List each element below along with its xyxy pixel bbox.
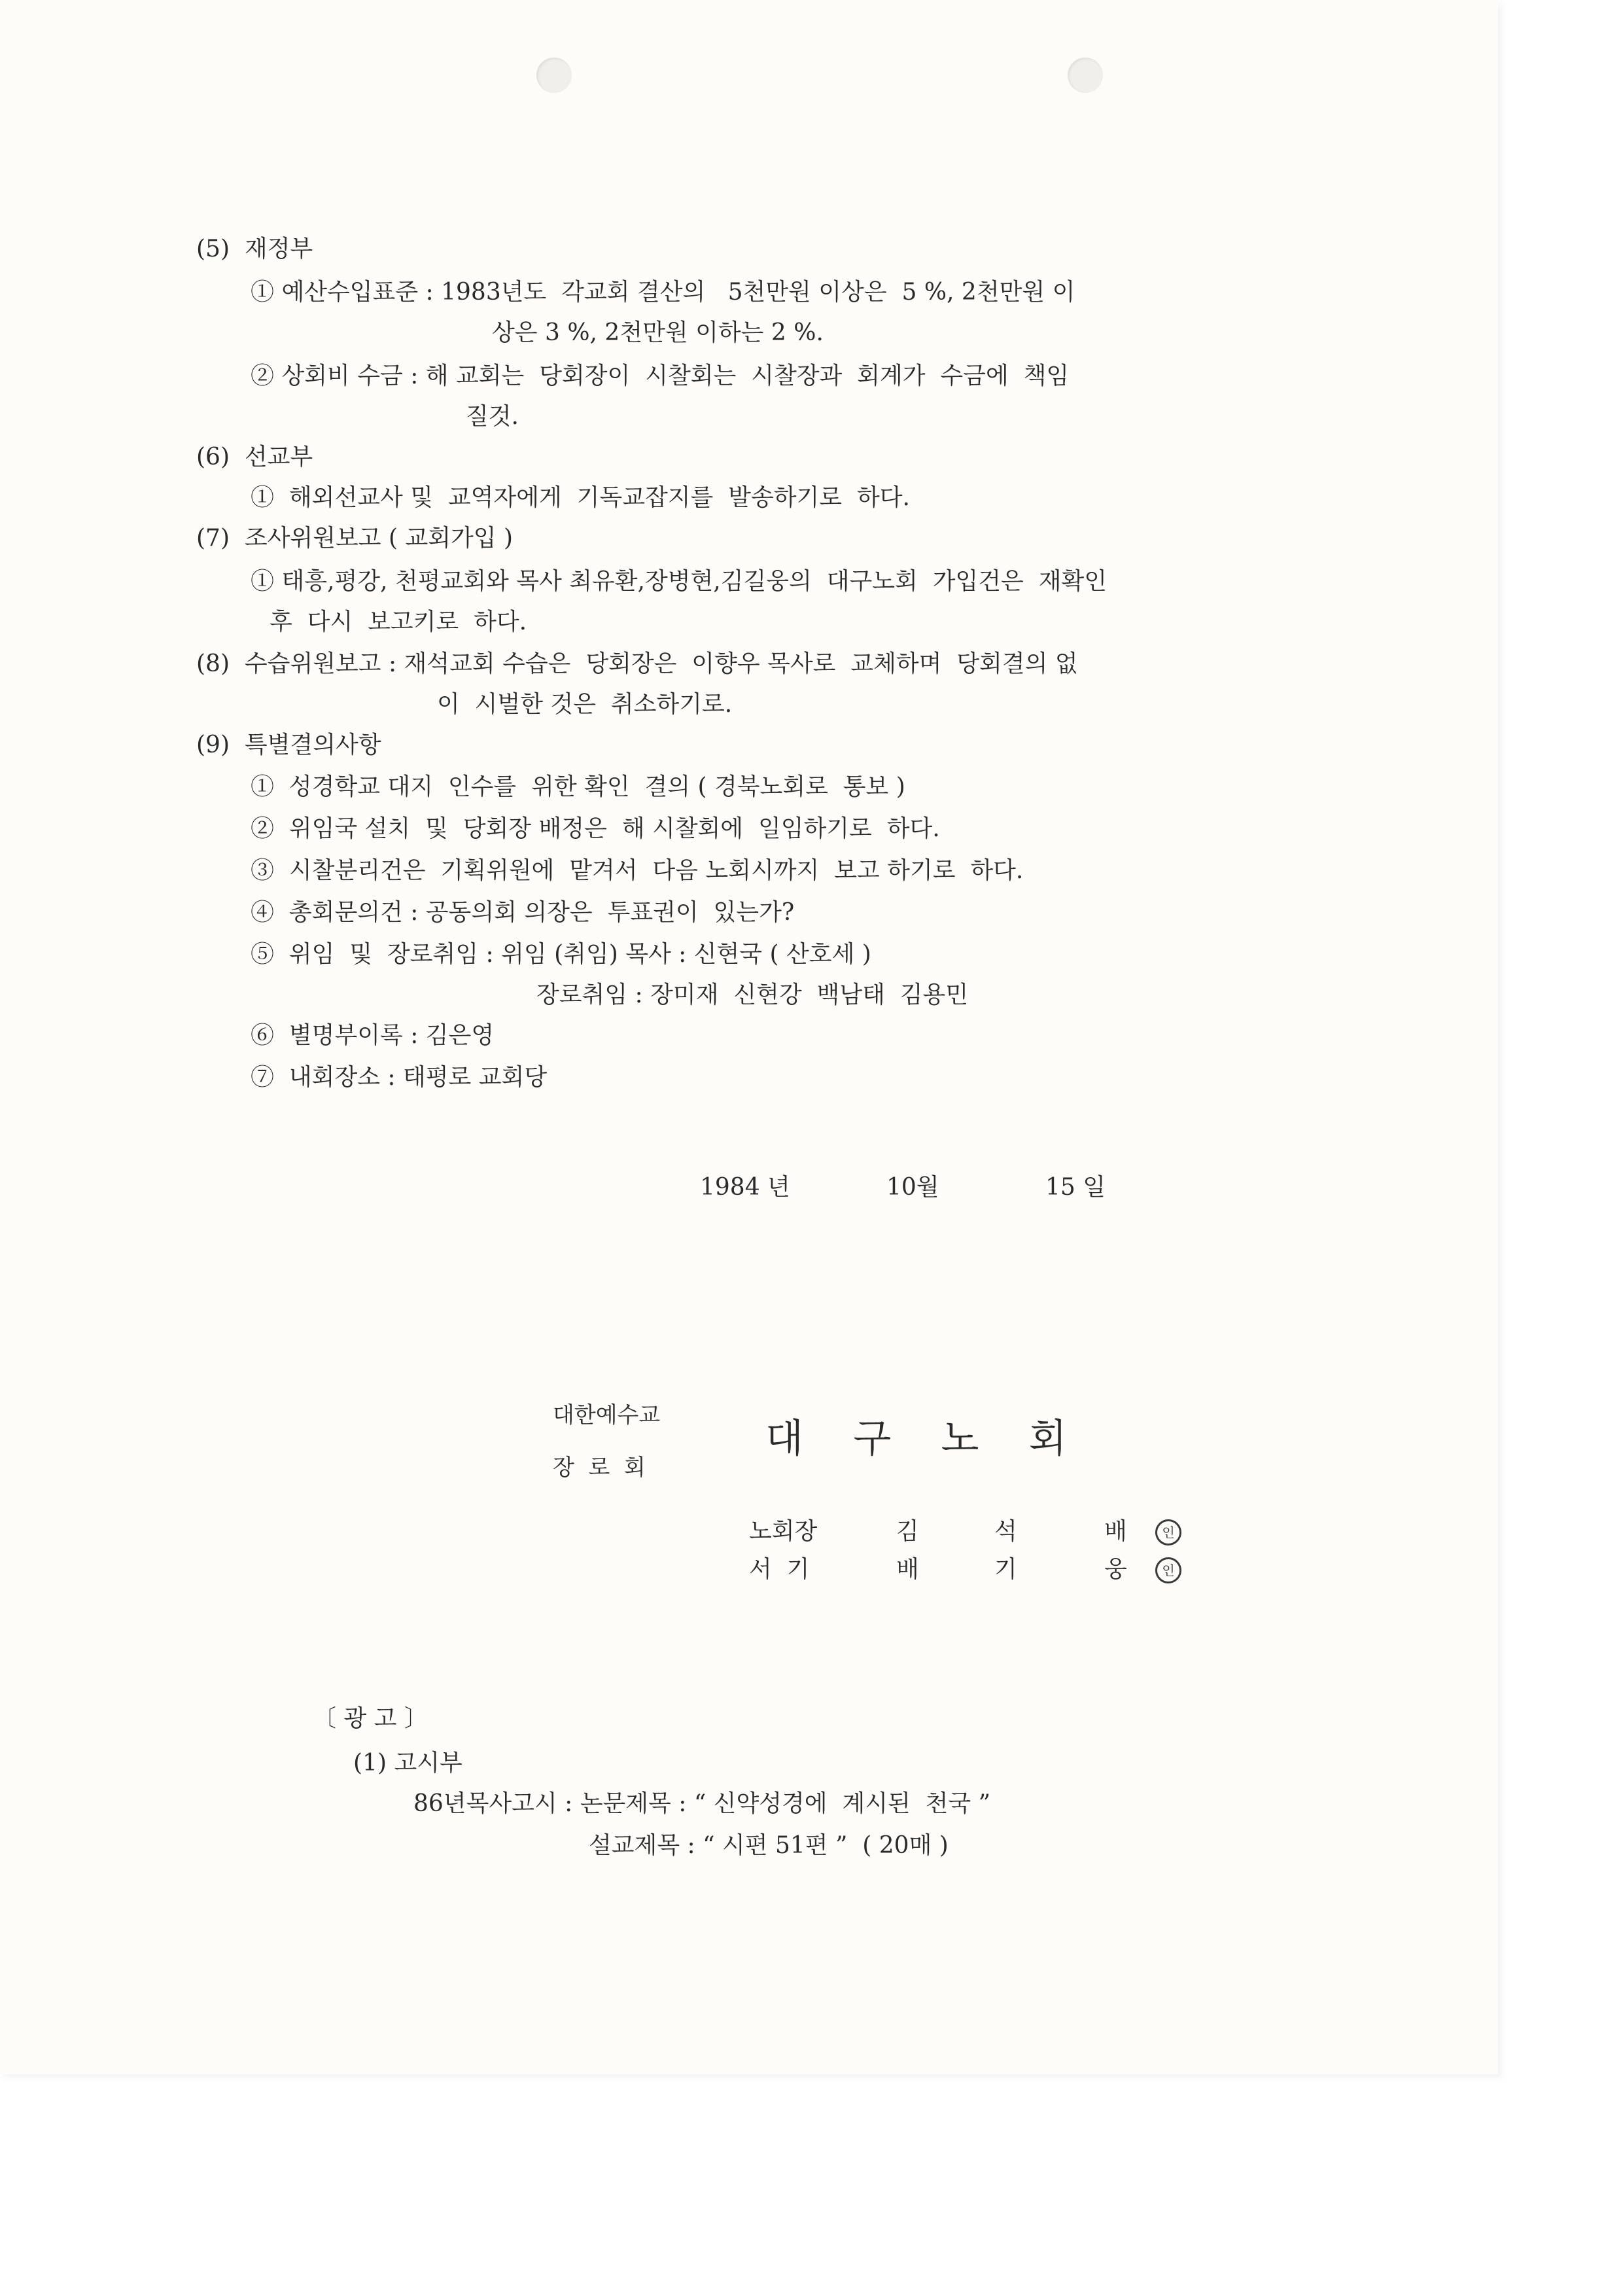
item-special-2: ② 위임국 설치 및 당회장 배정은 해 시찰회에 일임하기로 하다. <box>251 815 940 842</box>
signature-clerk-name-1: 배 <box>896 1556 919 1583</box>
punch-hole <box>1068 58 1103 93</box>
item-special-3: ③ 시찰분리건은 기획위원에 맡겨서 다음 노회시까지 보고 하기로 하다. <box>251 857 1024 884</box>
signature-moderator-name-1: 김 <box>896 1518 919 1545</box>
moderator-seal-icon: 인 <box>1155 1519 1181 1545</box>
item-special-6: ⑥ 별명부이록 : 김은영 <box>251 1022 495 1049</box>
signature-moderator-name-2: 석 <box>994 1518 1017 1545</box>
item-special-1: ① 성경학교 대지 인수를 위한 확인 결의 ( 경북노회로 통보 ) <box>251 773 905 800</box>
item-dues-collection: ② 상회비 수금 : 해 교회는 당회장이 시찰회는 시찰장과 회계가 수금에 책임 <box>251 362 1070 389</box>
item-investigation: ① 태흥,평강, 천평교회와 목사 최유환,장병현,김길웅의 대구노회 가입건은 재확인 <box>251 568 1108 595</box>
presbytery-name: 대 구 노 회 <box>765 1416 1067 1462</box>
section-investigation-heading: (7) 조사위원보고 ( 교회가입 ) <box>196 525 514 552</box>
item-special-5: ⑤ 위임 및 장로취임 : 위임 (취임) 목사 : 신현국 ( 산호세 ) <box>251 941 871 968</box>
item-dues-collection-cont: 질것. <box>466 403 519 430</box>
org-denomination: 대한예수교 <box>553 1402 661 1428</box>
item-special-7: ⑦ 내회장소 : 태평로 교회당 <box>251 1064 548 1091</box>
section-settlement-cont: 이 시벌한 것은 취소하기로. <box>437 691 733 718</box>
section-settlement: (8) 수습위원보고 : 재석교회 수습은 당회장은 이향우 목사로 교체하며 당회결의 없 <box>196 650 1078 677</box>
date-day: 15 일 <box>1045 1174 1106 1201</box>
notice-heading: 〔 광 고 〕 <box>313 1705 428 1732</box>
item-investigation-cont: 후 다시 보고키로 하다. <box>270 609 527 635</box>
date-month: 10월 <box>886 1174 939 1201</box>
date-year: 1984 년 <box>700 1174 790 1201</box>
section-special-heading: (9) 특별결의사항 <box>196 732 381 758</box>
org-presbyterian: 장 로 회 <box>553 1455 646 1481</box>
notice-exam-thesis: 86년목사고시 : 논문제목 : “ 신약성경에 계시된 천국 ” <box>413 1790 991 1817</box>
item-mission: ① 해외선교사 및 교역자에게 기독교잡지를 발송하기로 하다. <box>251 484 910 511</box>
signature-clerk-name-2: 기 <box>994 1556 1017 1583</box>
signature-clerk-name-3: 웅 <box>1104 1556 1127 1583</box>
punch-hole <box>536 58 572 93</box>
section-mission-heading: (6) 선교부 <box>196 444 313 470</box>
notice-section: (1) 고시부 <box>353 1750 462 1776</box>
clerk-seal-icon: 인 <box>1155 1557 1181 1583</box>
section-finance-heading: (5) 재정부 <box>196 236 313 262</box>
item-special-4: ④ 총회문의건 : 공동의회 의장은 투표권이 있는가? <box>251 899 795 926</box>
signature-moderator-name-3: 배 <box>1104 1518 1127 1545</box>
item-special-5-cont: 장로취임 : 장미재 신현강 백남태 김용민 <box>536 981 969 1008</box>
notice-sermon-title: 설교제목 : “ 시편 51편 ” ( 20매 ) <box>589 1832 949 1859</box>
signature-clerk-role: 서 기 <box>749 1556 810 1583</box>
signature-moderator-role: 노회장 <box>749 1518 818 1545</box>
item-budget-standard: ① 예산수입표준 : 1983년도 각교회 결산의 5천만원 이상은 5 %, 2천만원 이 <box>251 279 1075 306</box>
item-budget-standard-cont: 상은 3 %, 2천만원 이하는 2 %. <box>492 319 824 346</box>
